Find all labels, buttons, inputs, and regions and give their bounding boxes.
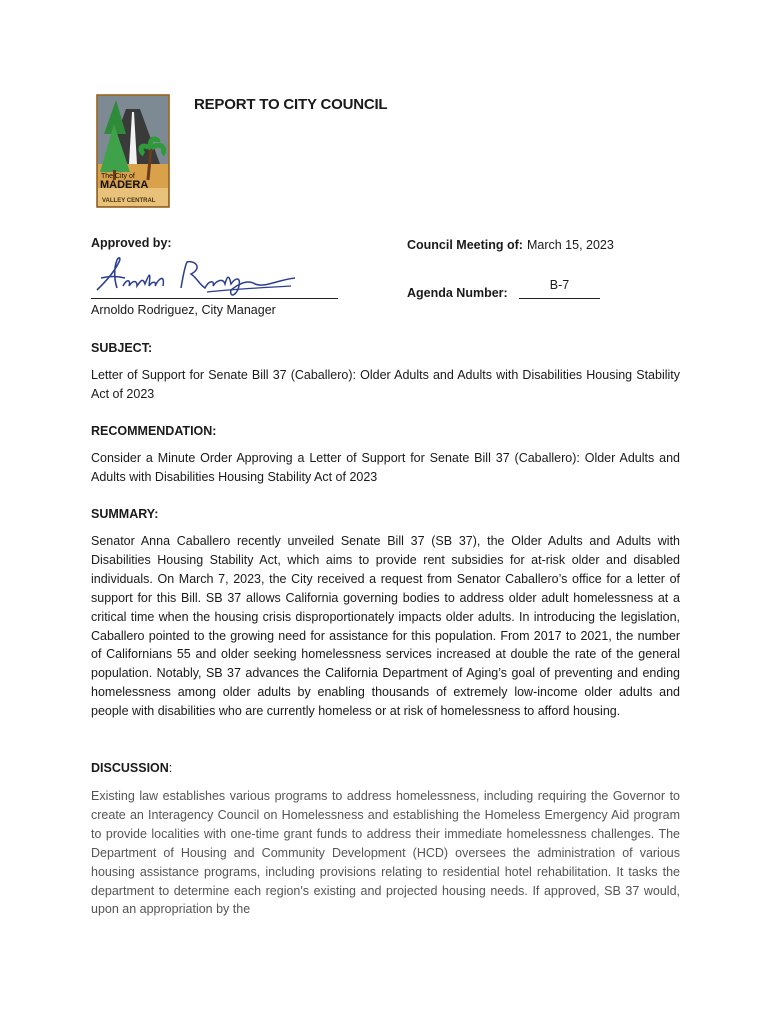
- recommendation-text: Consider a Minute Order Approving a Letter of Support for Senate Bill 37 (Caballero): Older Adults and Adults with Disabilities Housing Stability Act of 2023: [91, 451, 680, 484]
- discussion-heading-colon: :: [168, 761, 173, 775]
- logo-name: MADERA: [100, 179, 149, 191]
- page-title: REPORT TO CITY COUNCIL: [194, 96, 388, 113]
- summary-heading: SUMMARY:: [91, 507, 159, 521]
- logo-tagline: VALLEY CENTRAL: [102, 198, 156, 204]
- recommendation-heading: RECOMMENDATION:: [91, 424, 217, 438]
- signature-line: [91, 298, 338, 299]
- subject-heading: SUBJECT:: [91, 341, 153, 355]
- discussion-heading: [91, 761, 172, 775]
- signatory-name: Arnoldo Rodriguez, City Manager: [91, 303, 276, 317]
- signature-image: [95, 252, 315, 302]
- council-meeting-label: Council Meeting of:: [407, 238, 523, 252]
- agenda-number-value: B-7: [549, 278, 570, 292]
- council-meeting-date: March 15, 2023: [526, 238, 614, 252]
- subject-text: Letter of Support for Senate Bill 37 (Caballero): Older Adults and Adults with Disabilities Housing Stability Act of 2023: [91, 368, 680, 401]
- discussion-text: Existing law establishes various programs to address homelessness, including requiring the Governor to create an Interagency Council on Homelessness and establishing the Homeless Emergency Aid program to provide localities with one-time grant funds to address their immediate homelessness challenges. The Department of Housing and Community Development (HCD) oversees the administration of various housing assistance programs, including provisions relating to residential hotel rehabilitation. It tasks the department to determine each region's existing and projected housing needs. If approved, SB 37 would, upon an appropriation by the: [91, 789, 680, 917]
- city-logo: [96, 94, 170, 208]
- discussion-heading-label: DISCUSSION: [91, 761, 169, 775]
- agenda-number-label: Agenda Number:: [407, 286, 508, 300]
- summary-text: Senator Anna Caballero recently unveiled Senate Bill 37 (SB 37), the Older Adults and Adults with Disabilities Housing Stability Act, which aims to provide rent subsidies for at-risk older and disabled individuals. On March 7, 2023, the City received a request from Senator Caballero’s office for a letter of support for this Bill. SB 37 allows California governing bodies to address older adult homelessness at a critical time when the housing crisis disproportionately impacts older adults. In introducing the legislation, Caballero pointed to the growing need for assistance for this population. From 2017 to 2021, the number of Californians 55 and older seeking homelessness services increased at double the rate of the general population. Notably, SB 37 advances the California Department of Aging’s goal of preventing and ending homelessness among older adults by enabling thousands of extremely low-income older adults and people with disabilities who are currently homeless or at risk of homelessness to afford housing.: [91, 534, 680, 719]
- approved-by-label: Approved by:: [91, 236, 172, 250]
- logo-top-text: The City of: [101, 173, 135, 180]
- agenda-number-line: [519, 298, 600, 299]
- council-meeting: [407, 236, 614, 254]
